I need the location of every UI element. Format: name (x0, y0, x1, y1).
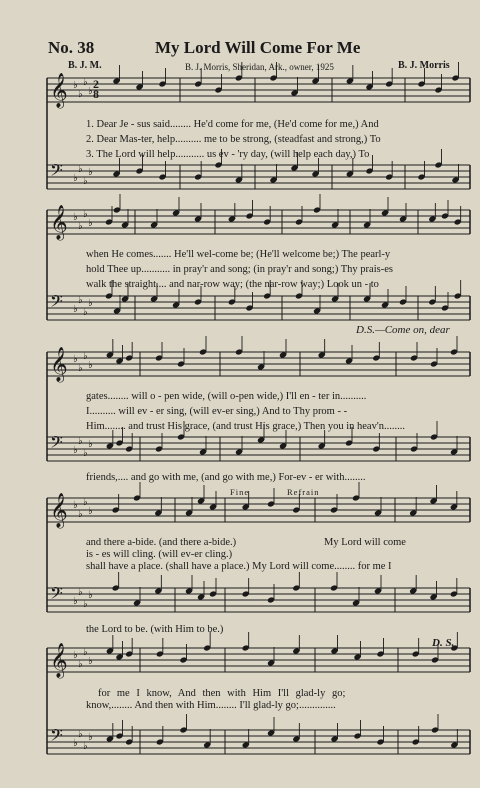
lyric-verse3-line2: walk the straight.... and nar-row way; (the nar-row way;) Look un - to (86, 279, 379, 290)
flat-icon: ♭ (88, 439, 93, 450)
flat-icon: ♭ (78, 436, 83, 447)
bass-lyric-line3: friends,.... and go with me, (and go with me,) For-ev - er with........ (86, 472, 366, 483)
flat-icon: ♭ (73, 596, 78, 607)
bass-clef-icon: 𝄢 (50, 291, 63, 315)
flat-icon: ♭ (88, 590, 93, 601)
flat-icon: ♭ (73, 500, 78, 511)
lyric-verse1-line3: gates........ will o - pen wide, (will o-pen wide,) I'll en - ter in.......... (86, 391, 367, 402)
flat-icon: ♭ (83, 77, 88, 88)
flat-icon: ♭ (88, 218, 93, 229)
flat-icon: ♭ (88, 360, 93, 371)
flat-icon: ♭ (78, 659, 83, 670)
refrain-lyric-treble: for me I know, And then with Him I'll glad-ly go; (98, 688, 346, 699)
flat-icon: ♭ (83, 741, 88, 752)
lyric-verse3-line1: 3. The Lord will help........... us ev - 'ry day, (will help each day,) To (86, 149, 370, 160)
flat-icon: ♭ (88, 656, 93, 667)
bass-clef-icon: 𝄢 (50, 583, 63, 607)
treble-clef-icon: 𝄞 (50, 493, 68, 528)
music-credit: B. J. Morris (398, 60, 450, 71)
flat-icon: ♭ (78, 295, 83, 306)
treble-clef-icon: 𝄞 (50, 205, 68, 240)
lyric-verse2-line1: 2. Dear Mas-ter, help.......... me to be strong, (steadfast and strong,) To (86, 134, 381, 145)
hymn-number: No. 38 (48, 38, 95, 57)
owner-credit: B. J. Morris, Sheridan, Ark., owner, 1925 (185, 62, 334, 72)
lyric-verse1-line4: and there a-bide. (and there a-bide.) (86, 537, 237, 548)
refrain-lyric-start: My Lord will come (324, 537, 406, 548)
refrain-lyric-bass: know,........ And then with Him........ I'll glad-ly go;.............. (86, 700, 336, 711)
lyric-verse1-line1: 1. Dear Je - sus said........ He'd come for me, (He'd come for me,) And (86, 119, 379, 130)
flat-icon: ♭ (73, 354, 78, 365)
flat-icon: ♭ (78, 89, 83, 100)
flat-icon: ♭ (83, 497, 88, 508)
flat-icon: ♭ (78, 509, 83, 520)
flat-icon: ♭ (78, 363, 83, 374)
flat-icon: ♭ (83, 176, 88, 187)
fine-marking: Fine (230, 487, 250, 497)
flat-icon: ♭ (73, 738, 78, 749)
bass-clef-icon: 𝄢 (50, 432, 63, 456)
flat-icon: ♭ (73, 650, 78, 661)
flat-icon: ♭ (88, 732, 93, 743)
ds-text: D.S.—Come on, dear (356, 324, 450, 336)
flat-icon: ♭ (88, 167, 93, 178)
flat-icon: ♭ (78, 221, 83, 232)
treble-clef-icon: 𝄞 (50, 347, 68, 382)
flat-icon: ♭ (78, 729, 83, 740)
lyric-verse2-line4: is - es will cling. (will ev-er cling.) (86, 549, 233, 560)
flat-icon: ♭ (78, 587, 83, 598)
flat-icon: ♭ (83, 448, 88, 459)
lyric-verse2-line3: I.......... will ev - er sing, (will ev-er sing,) And to Thy prom - - (86, 406, 348, 417)
hymn-title: My Lord Will Come For Me (155, 38, 361, 57)
flat-icon: ♭ (83, 307, 88, 318)
ds-marking: D. S. (432, 637, 455, 649)
flat-icon: ♭ (73, 212, 78, 223)
lyric-verse3-line4: shall have a place. (shall have a place.) My Lord will come........ for me I (86, 561, 392, 572)
flat-icon: ♭ (83, 209, 88, 220)
flat-icon: ♭ (73, 80, 78, 91)
flat-icon: ♭ (83, 599, 88, 610)
bass-lyric-line4: the Lord to be. (with Him to be.) (86, 624, 224, 635)
treble-clef-icon: 𝄞 (50, 73, 68, 108)
bass-clef-icon: 𝄢 (50, 725, 63, 749)
bass-clef-icon: 𝄢 (50, 160, 63, 184)
flat-icon: ♭ (78, 164, 83, 175)
refrain-marking: Refrain (287, 487, 320, 497)
flat-icon: ♭ (88, 298, 93, 309)
flat-icon: ♭ (83, 351, 88, 362)
lyric-verse2-line2: hold Thee up........... in pray'r and song; (in pray'r and song;) Thy prais-es (86, 264, 393, 275)
words-credit: B. J. M. (68, 60, 102, 71)
treble-clef-icon: 𝄞 (50, 643, 68, 678)
lyric-verse3-line3: Him........ and trust His grace, (and trust His grace,) Then you in heav'n........ (86, 421, 405, 432)
flat-icon: ♭ (73, 304, 78, 315)
flat-icon: ♭ (88, 506, 93, 517)
lyric-verse1-line2: when He comes....... He'll wel-come be; (He'll welcome be;) The pearl-y (86, 249, 391, 260)
flat-icon: ♭ (73, 445, 78, 456)
flat-icon: ♭ (73, 173, 78, 184)
time-signature-treble: 2 8 (93, 77, 99, 101)
flat-icon: ♭ (88, 86, 93, 97)
flat-icon: ♭ (83, 647, 88, 658)
